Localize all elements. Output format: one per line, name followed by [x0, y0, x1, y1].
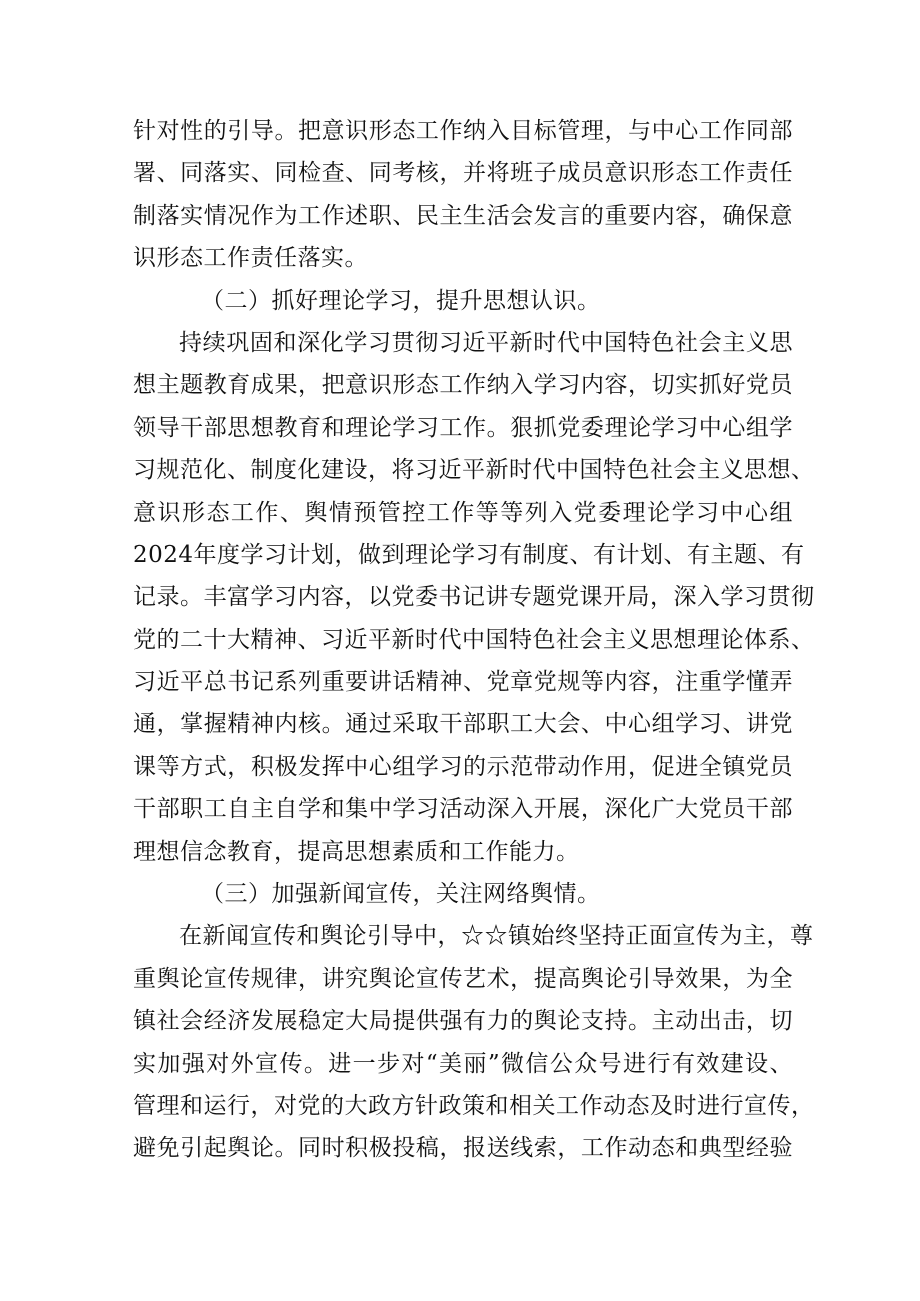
body-line: 习近平总书记系列重要讲话精神、党章党规等内容，注重学懂弄: [133, 669, 793, 696]
section-heading: （三）加强新闻宣传，关注网络舆情。: [201, 881, 601, 908]
body-line: 制落实情况作为工作述职、民主生活会发言的重要内容，确保意: [133, 202, 793, 229]
body-line: 党的二十大精神、习近平新时代中国特色社会主义思想理论体系、: [133, 626, 815, 653]
body-line: 想主题教育成果，把意识形态工作纳入学习内容，切实抓好党员: [133, 372, 793, 399]
body-line: 针对性的引导。把意识形态工作纳入目标管理，与中心工作同部: [133, 118, 793, 144]
body-line: 习规范化、制度化建设，将习近平新时代中国特色社会主义思想、: [133, 457, 815, 484]
body-line: 管理和运行，对党的大政方针政策和相关工作动态及时进行宣传，: [133, 1092, 815, 1119]
body-line: 理想信念教育，提高思想素质和工作能力。: [133, 838, 580, 865]
body-line: 干部职工自主自学和集中学习活动深入开展，深化广大党员干部: [133, 796, 793, 823]
body-line: 领导干部思想教育和理论学习工作。狠抓党委理论学习中心组学: [133, 414, 793, 441]
body-line: 重舆论宣传规律，讲究舆论宣传艺术，提高舆论引导效果，为全: [133, 965, 793, 992]
body-line: 署、同落实、同检查、同考核，并将班子成员意识形态工作责任: [133, 160, 793, 187]
section-heading: （二）抓好理论学习，提升思想认识。: [201, 287, 601, 314]
body-line: 持续巩固和深化学习贯彻习近平新时代中国特色社会主义思: [179, 329, 793, 356]
body-line: 避免引起舆论。同时积极投稿，报送线索，工作动态和典型经验: [133, 1135, 793, 1162]
body-line: 识形态工作责任落实。: [133, 245, 368, 272]
body-line: 课等方式，积极发挥中心组学习的示范带动作用，促进全镇党员: [133, 753, 793, 780]
body-line: 通，掌握精神内核。通过采取干部职工大会、中心组学习、讲党: [133, 711, 793, 738]
body-line: 意识形态工作、舆情预管控工作等等列入党委理论学习中心组: [133, 499, 793, 526]
body-line: 在新闻宣传和舆论引导中，☆☆镇始终坚持正面宣传为主，尊: [179, 923, 814, 950]
document-body: [133, 110, 815, 1170]
body-line: 2024年度学习计划，做到理论学习有制度、有计划、有主题、有: [133, 541, 805, 568]
body-line: 实加强对外宣传。进一步对“美丽”微信公众号进行有效建设、: [133, 1050, 793, 1077]
body-line: 镇社会经济发展稳定大局提供强有力的舆论支持。主动出击，切: [133, 1008, 793, 1035]
body-line: 记录。丰富学习内容，以党委书记讲专题党课开局，深入学习贯彻: [133, 584, 815, 611]
